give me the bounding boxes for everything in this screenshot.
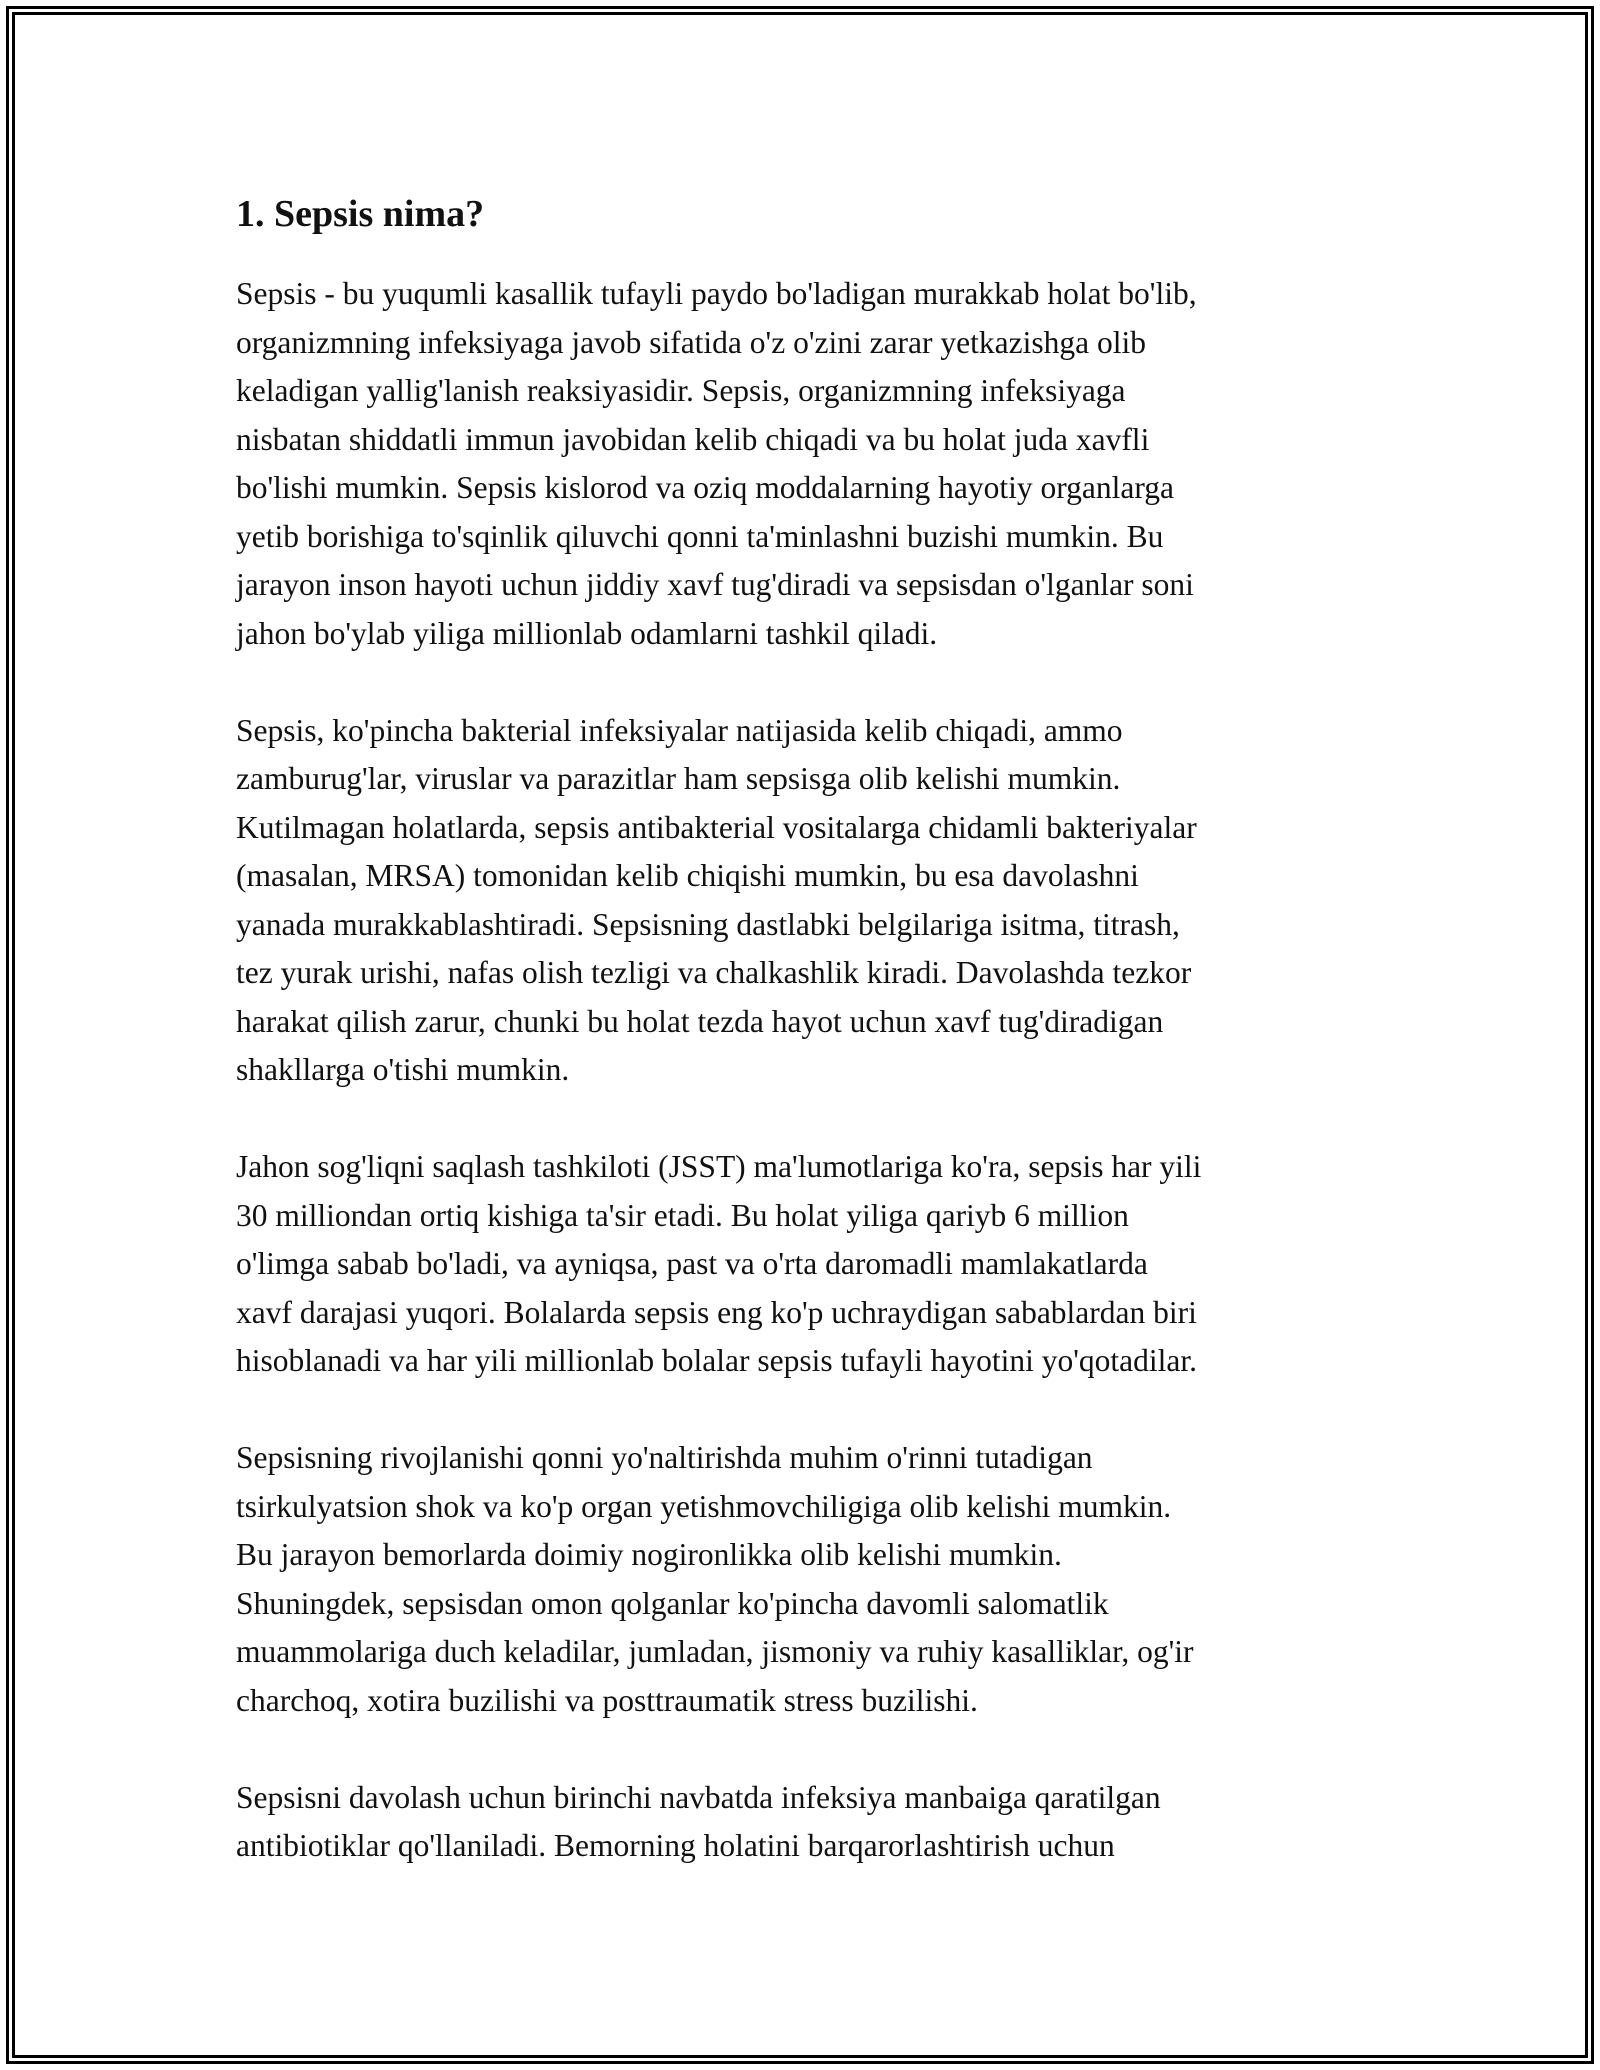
paragraph-5	[236, 1774, 1366, 1871]
text-line: xavf darajasi yuqori. Bolalarda sepsis eng ko'p uchraydigan sabablardan biri	[236, 1294, 1197, 1330]
text-line: Shuningdek, sepsisdan omon qolganlar ko'pincha davomli salomatlik	[236, 1585, 1109, 1621]
text-line: Bu jarayon bemorlarda doimiy nogironlikka olib kelishi mumkin.	[236, 1537, 1062, 1572]
paragraph-3	[236, 1143, 1366, 1386]
text-line: zamburug'lar, viruslar va parazitlar ham sepsisga olib kelishi mumkin.	[236, 761, 1121, 796]
text-line: muammolariga duch keladilar, jumladan, jismoniy va ruhiy kasalliklar, og'ir	[236, 1634, 1194, 1669]
text-line: antibiotiklar qo'llaniladi. Bemorning holatini barqarorlashtirish uchun	[236, 1828, 1115, 1863]
text-line: 30 milliondan ortiq kishiga ta'sir etadi. Bu holat yiliga qariyb 6 million	[236, 1197, 1129, 1233]
text-line: (masalan, MRSA) tomonidan kelib chiqishi mumkin, bu esa davolashni	[236, 858, 1139, 893]
text-line: nisbatan shiddatli immun javobidan kelib chiqadi va bu holat juda xavfli	[236, 421, 1150, 457]
text-line: tsirkulyatsion shok va ko'p organ yetishmovchiligiga olib kelishi mumkin.	[236, 1488, 1172, 1524]
text-line: Sepsis - bu yuqumli kasallik tufayli paydo bo'ladigan murakkab holat bo'lib,	[236, 276, 1197, 311]
text-line: Sepsisni davolash uchun birinchi navbatda infeksiya manbaiga qaratilgan	[236, 1779, 1161, 1815]
text-line: yetib borishiga to'sqinlik qiluvchi qonni ta'minlashni buzishi mumkin. Bu	[236, 518, 1164, 554]
text-line: jarayon inson hayoti uchun jiddiy xavf tug'diradi va sepsisdan o'lganlar soni	[236, 567, 1194, 602]
text-line: Jahon sog'liqni saqlash tashkiloti (JSST) ma'lumotlariga ko'ra, sepsis har yili	[236, 1149, 1202, 1184]
text-line: hisoblanadi va har yili millionlab bolalar sepsis tufayli hayotini yo'qotadilar.	[236, 1343, 1197, 1378]
text-line: tez yurak urishi, nafas olish tezligi va chalkashlik kiradi. Davolashda tezkor	[236, 955, 1192, 990]
text-line: harakat qilish zarur, chunki bu holat tezda hayot uchun xavf tug'diradigan	[236, 1003, 1164, 1039]
text-line: bo'lishi mumkin. Sepsis kislorod va oziq moddalarning hayotiy organlarga	[236, 470, 1175, 505]
text-line: keladigan yallig'lanish reaksiyasidir. Sepsis, organizmning infeksiyaga	[236, 373, 1126, 408]
text-line: shakllarga o'tishi mumkin.	[236, 1052, 570, 1087]
paragraph-list	[236, 270, 1366, 1871]
text-line: charchoq, xotira buzilishi va posttraumatik stress buzilishi.	[236, 1682, 978, 1718]
text-line: jahon bo'ylab yiliga millionlab odamlarni tashkil qiladi.	[236, 615, 938, 651]
paragraph-4	[236, 1434, 1366, 1725]
text-line: Sepsisning rivojlanishi qonni yo'naltirishda muhim o'rinni tutadigan	[236, 1440, 1093, 1475]
text-line: yanada murakkablashtiradi. Sepsisning dastlabki belgilariga isitma, titrash,	[236, 906, 1180, 942]
text-line: Sepsis, ko'pincha bakterial infeksiyalar natijasida kelib chiqadi, ammo	[236, 712, 1123, 748]
paragraph-2	[236, 707, 1366, 1095]
text-line: Kutilmagan holatlarda, sepsis antibakterial vositalarga chidamli bakteriyalar	[236, 809, 1197, 845]
section-heading: 1. Sepsis nima?	[236, 193, 485, 235]
text-line: o'limga sabab bo'ladi, va ayniqsa, past va o'rta daromadli mamlakatlarda	[236, 1246, 1148, 1281]
paragraph-1	[236, 270, 1366, 658]
text-line: organizmning infeksiyaga javob sifatida o'z o'zini zarar yetkazishga olib	[236, 324, 1146, 360]
document-body	[236, 186, 1366, 1919]
